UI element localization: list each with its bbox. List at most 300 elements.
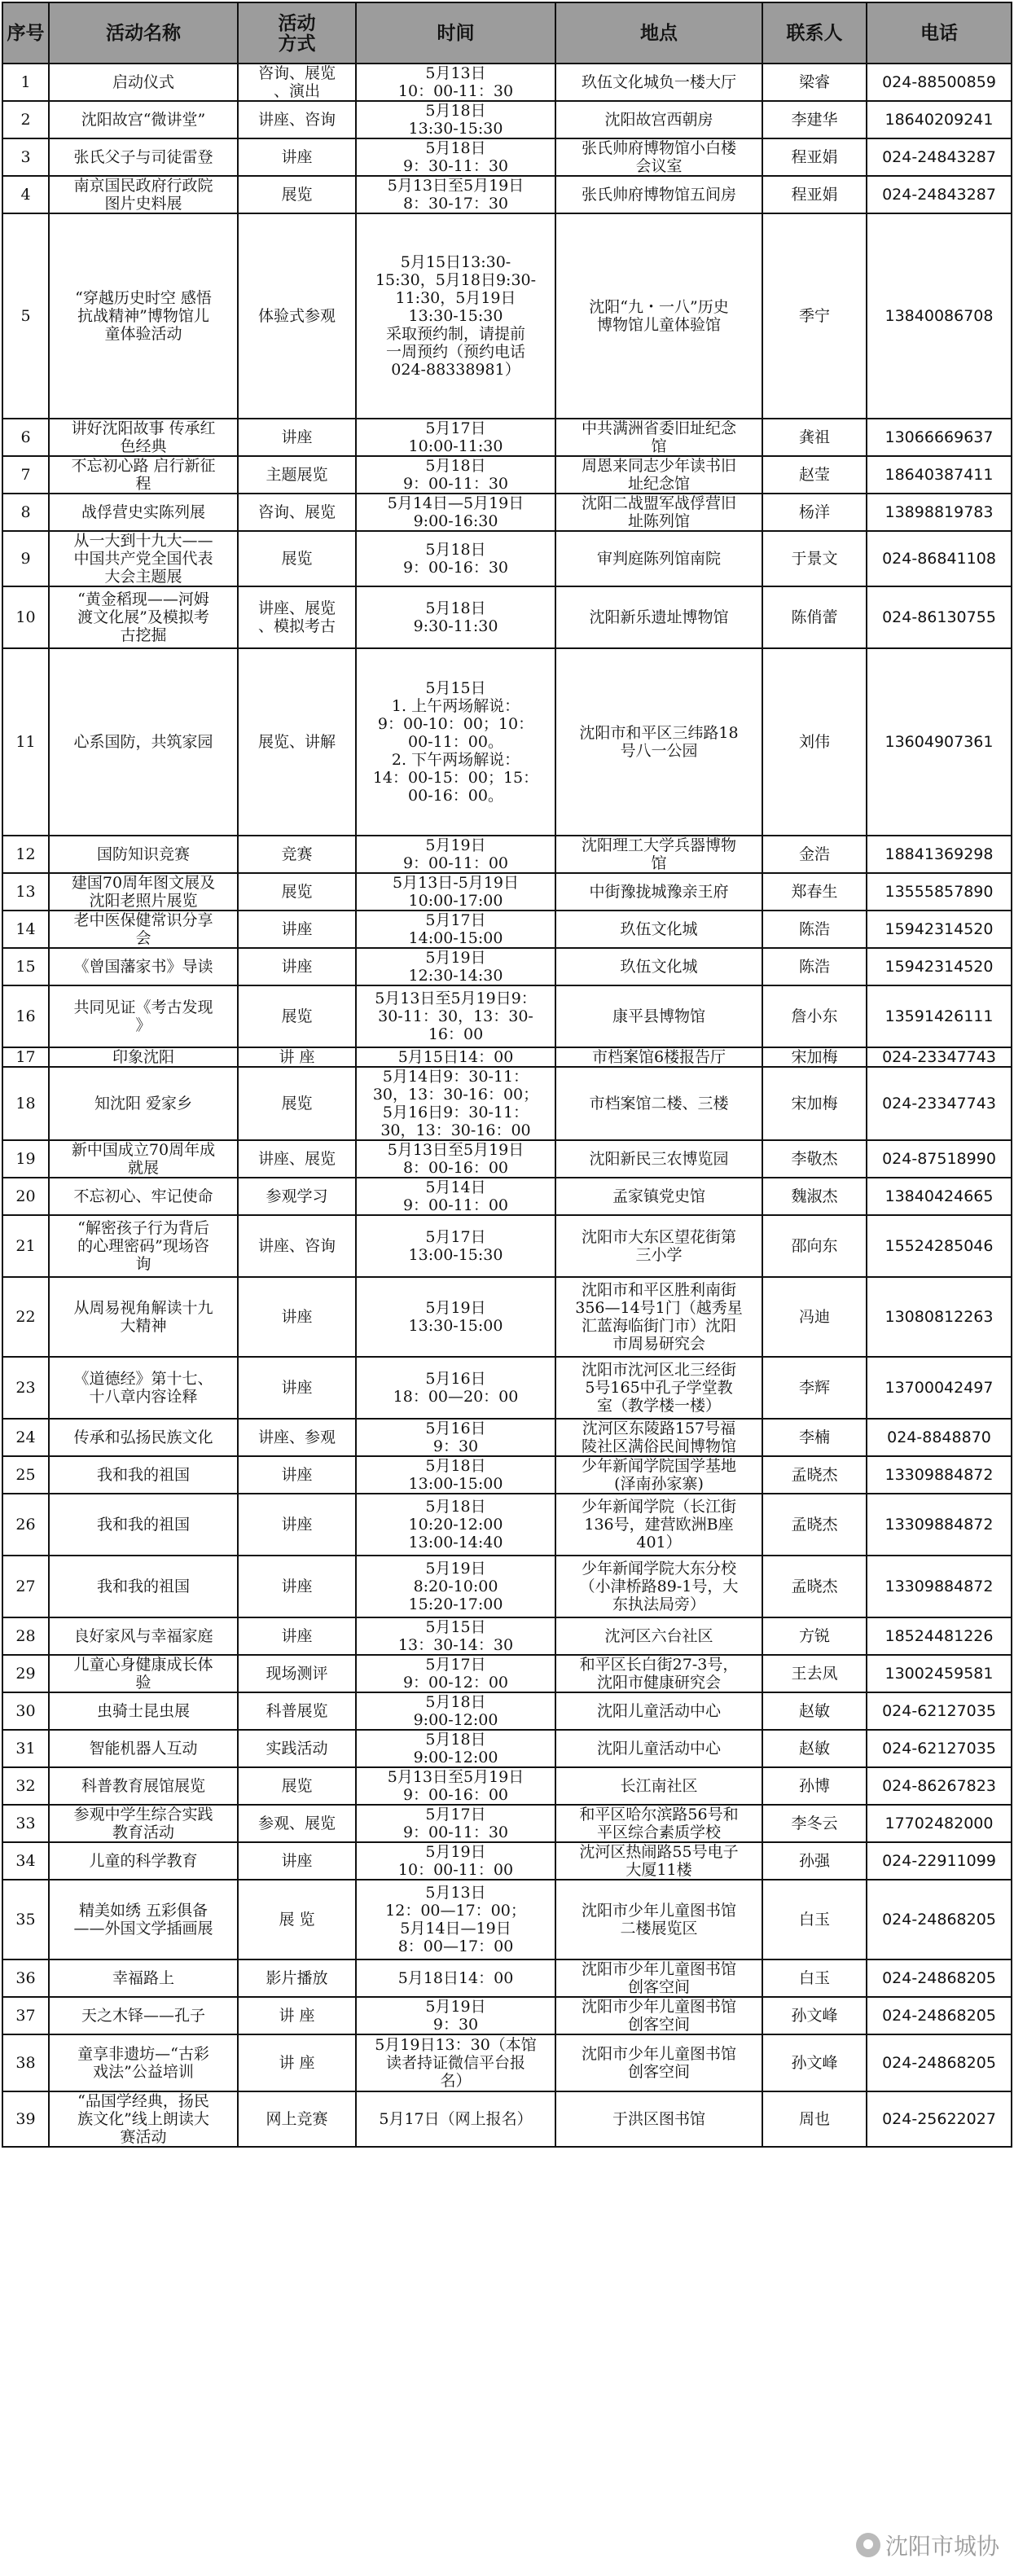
row-number: 27 [2, 1556, 49, 1617]
row-number: 9 [2, 531, 49, 586]
activity-type: 讲座 [238, 1556, 356, 1617]
activity-location: 孟家镇党史馆 [555, 1178, 762, 1215]
activity-name: 精美如绣 五彩俱备 ——外国文学插画展 [49, 1880, 238, 1959]
activity-location: 沈阳市大东区望花街第 三小学 [555, 1215, 762, 1277]
table-row [2, 911, 1012, 948]
activity-time: 5月17日 13:00-15:30 [356, 1215, 555, 1277]
contact-person: 孙文峰 [762, 1997, 867, 2034]
contact-person: 周也 [762, 2091, 867, 2147]
phone-number: 15524285046 [867, 1215, 1012, 1277]
activity-type: 展 览 [238, 1880, 356, 1959]
phone-number: 13591426111 [867, 985, 1012, 1047]
activity-type: 讲 座 [238, 1997, 356, 2034]
row-number: 14 [2, 911, 49, 948]
activity-name: 我和我的祖国 [49, 1494, 238, 1556]
activity-type: 主题展览 [238, 456, 356, 494]
activity-type: 展览 [238, 873, 356, 911]
phone-number: 13309884872 [867, 1494, 1012, 1556]
table-row [2, 648, 1012, 836]
table-row [2, 494, 1012, 531]
table-row [2, 873, 1012, 911]
table-row [2, 1692, 1012, 1730]
row-number: 34 [2, 1842, 49, 1880]
row-number: 15 [2, 948, 49, 985]
phone-number: 024-24868205 [867, 2034, 1012, 2091]
activity-name: 知沈阳 爱家乡 [49, 1067, 238, 1140]
activity-type: 讲 座 [238, 1047, 356, 1067]
header-no: 序号 [2, 2, 49, 64]
activity-time: 5月19日 13:30-15:00 [356, 1277, 555, 1357]
activity-location: 周恩来同志少年读书旧 址纪念馆 [555, 456, 762, 494]
table-row [2, 1730, 1012, 1767]
contact-person: 赵敏 [762, 1692, 867, 1730]
activity-type: 讲座 [238, 138, 356, 176]
table-row [2, 2034, 1012, 2091]
activity-location: 市档案馆6楼报告厅 [555, 1047, 762, 1067]
activity-type: 讲座、参观 [238, 1419, 356, 1456]
activity-location: 沈阳市和平区胜利南街 356—14号1门（越秀星 汇蓝海临街门市）沈阳 市周易研究会 [555, 1277, 762, 1357]
activity-time: 5月17日 9：00-11：30 [356, 1805, 555, 1842]
activity-time: 5月17日 14:00-15:00 [356, 911, 555, 948]
activity-location: 中共满洲省委旧址纪念 馆 [555, 419, 762, 456]
table-row [2, 1215, 1012, 1277]
row-number: 37 [2, 1997, 49, 2034]
activity-name: 讲好沈阳故事 传承红 色经典 [49, 419, 238, 456]
activity-time: 5月17日 10:00-11:30 [356, 419, 555, 456]
contact-person: 陈浩 [762, 911, 867, 948]
activity-name: 新中国成立70周年成 就展 [49, 1140, 238, 1178]
contact-person: 金浩 [762, 836, 867, 873]
table-row [2, 1047, 1012, 1067]
activity-location: 沈阳儿童活动中心 [555, 1730, 762, 1767]
activity-time: 5月19日 10：00-11：00 [356, 1842, 555, 1880]
contact-person: 孙文峰 [762, 2034, 867, 2091]
activity-location: 市档案馆二楼、三楼 [555, 1067, 762, 1140]
contact-person: 孙强 [762, 1842, 867, 1880]
table-row [2, 1357, 1012, 1419]
phone-number: 024-22911099 [867, 1842, 1012, 1880]
table-row [2, 101, 1012, 138]
row-number: 30 [2, 1692, 49, 1730]
activity-type: 讲座 [238, 1842, 356, 1880]
contact-person: 梁睿 [762, 64, 867, 101]
activity-time: 5月13日-5月19日 10:00-17:00 [356, 873, 555, 911]
row-number: 31 [2, 1730, 49, 1767]
phone-number: 13840086708 [867, 213, 1012, 419]
contact-person: 杨洋 [762, 494, 867, 531]
activity-time: 5月16日 18：00—20：00 [356, 1357, 555, 1419]
phone-number: 024-24843287 [867, 138, 1012, 176]
phone-number: 024-25622027 [867, 2091, 1012, 2147]
activity-name: 幸福路上 [49, 1959, 238, 1997]
activity-location: 少年新闻学院大东分校 （小津桥路89-1号，大 东执法局旁） [555, 1556, 762, 1617]
phone-number: 13700042497 [867, 1357, 1012, 1419]
contact-person: 邵向东 [762, 1215, 867, 1277]
activity-name: 启动仪式 [49, 64, 238, 101]
activity-time: 5月14日9：30-11： 30，13：30-16：00； 5月16日9：30-11： 30，13：30-16：00 [356, 1067, 555, 1140]
contact-person: 白玉 [762, 1959, 867, 1997]
activity-name: 战俘营史实陈列展 [49, 494, 238, 531]
contact-person: 龚祖 [762, 419, 867, 456]
phone-number: 13840424665 [867, 1178, 1012, 1215]
activity-time: 5月18日 9:30-11:30 [356, 586, 555, 648]
table-row [2, 531, 1012, 586]
activity-location: 沈阳新民三农博览园 [555, 1140, 762, 1178]
wechat-logo-icon [856, 2533, 880, 2557]
activity-type: 讲座、咨询 [238, 101, 356, 138]
phone-number: 13898819783 [867, 494, 1012, 531]
row-number: 36 [2, 1959, 49, 1997]
phone-number: 024-88500859 [867, 64, 1012, 101]
activity-location: 玖伍文化城 [555, 948, 762, 985]
activity-time: 5月14日 9：00-11：00 [356, 1178, 555, 1215]
contact-person: 孟晓杰 [762, 1494, 867, 1556]
activity-time: 5月19日 9：00-11：00 [356, 836, 555, 873]
table-row [2, 836, 1012, 873]
table-row [2, 2091, 1012, 2147]
contact-person: 郑春生 [762, 873, 867, 911]
activity-type: 讲座 [238, 1277, 356, 1357]
header-row [2, 2, 1012, 64]
activity-time: 5月15日 1. 上午两场解说： 9：00-10：00；10： 00-11：00。 2. 下午两场解说： 14：00-15：00；15： 00-16：00。 [356, 648, 555, 836]
activity-location: 沈阳市少年儿童图书馆 创客空间 [555, 2034, 762, 2091]
row-number: 19 [2, 1140, 49, 1178]
row-number: 17 [2, 1047, 49, 1067]
activity-name: 《曾国藩家书》导读 [49, 948, 238, 985]
table-row [2, 176, 1012, 213]
activity-time: 5月13日 10：00-11：30 [356, 64, 555, 101]
contact-person: 程亚娟 [762, 138, 867, 176]
activity-time: 5月18日 9：00-16：30 [356, 531, 555, 586]
activity-name: 儿童心身健康成长体 验 [49, 1655, 238, 1692]
activity-name: 张氏父子与司徒雷登 [49, 138, 238, 176]
row-number: 2 [2, 101, 49, 138]
header-phone: 电话 [867, 2, 1012, 64]
row-number: 39 [2, 2091, 49, 2147]
row-number: 11 [2, 648, 49, 836]
activity-time: 5月13日 12：00—17：00； 5月14日—19日 8：00—17：00 [356, 1880, 555, 1959]
activity-type: 咨询、展览 [238, 494, 356, 531]
contact-person: 刘伟 [762, 648, 867, 836]
activity-type: 展览 [238, 1767, 356, 1805]
contact-person: 冯迪 [762, 1277, 867, 1357]
activity-type: 展览 [238, 1067, 356, 1140]
table-row [2, 1617, 1012, 1655]
phone-number: 13002459581 [867, 1655, 1012, 1692]
row-number: 3 [2, 138, 49, 176]
contact-person: 孟晓杰 [762, 1556, 867, 1617]
phone-number: 024-8848870 [867, 1419, 1012, 1456]
phone-number: 13309884872 [867, 1556, 1012, 1617]
activity-type: 讲座、展览 、模拟考古 [238, 586, 356, 648]
activity-type: 展览 [238, 176, 356, 213]
table-row [2, 1140, 1012, 1178]
row-number: 18 [2, 1067, 49, 1140]
activity-time: 5月13日至5月19日 8：00-16：00 [356, 1140, 555, 1178]
row-number: 28 [2, 1617, 49, 1655]
activity-type: 讲座 [238, 911, 356, 948]
phone-number: 18640209241 [867, 101, 1012, 138]
phone-number: 024-24868205 [867, 1959, 1012, 1997]
table-row [2, 213, 1012, 419]
activity-location: 审判庭陈列馆南院 [555, 531, 762, 586]
activity-type: 讲座 [238, 1357, 356, 1419]
phone-number: 17702482000 [867, 1805, 1012, 1842]
activity-name: 心系国防，共筑家园 [49, 648, 238, 836]
watermark-text: 沈阳市城协 [885, 2533, 999, 2560]
activity-type: 体验式参观 [238, 213, 356, 419]
activity-name: 不忘初心路 启行新征 程 [49, 456, 238, 494]
activity-name: 儿童的科学教育 [49, 1842, 238, 1880]
activity-type: 网上竞赛 [238, 2091, 356, 2147]
row-number: 1 [2, 64, 49, 101]
activity-type: 展览、讲解 [238, 648, 356, 836]
activity-name: 参观中学生综合实践 教育活动 [49, 1805, 238, 1842]
activity-type: 影片播放 [238, 1959, 356, 1997]
activity-time: 5月13日至5月19日 8：30-17：30 [356, 176, 555, 213]
activity-type: 讲座、咨询 [238, 1215, 356, 1277]
activity-time: 5月18日 9:00-12:00 [356, 1692, 555, 1730]
row-number: 29 [2, 1655, 49, 1692]
table-row [2, 138, 1012, 176]
activity-name: 不忘初心、牢记使命 [49, 1178, 238, 1215]
activity-type: 讲座 [238, 1617, 356, 1655]
contact-person: 詹小东 [762, 985, 867, 1047]
activity-type: 展览 [238, 985, 356, 1047]
activity-time: 5月18日 13:30-15:30 [356, 101, 555, 138]
contact-person: 于景文 [762, 531, 867, 586]
activity-name: 从一大到十九大—— 中国共产党全国代表 大会主题展 [49, 531, 238, 586]
activity-name: 老中医保健常识分享 会 [49, 911, 238, 948]
table-row [2, 1959, 1012, 1997]
contact-person: 程亚娟 [762, 176, 867, 213]
activity-name: 传承和弘扬民族文化 [49, 1419, 238, 1456]
table-row [2, 1067, 1012, 1140]
activity-name: 印象沈阳 [49, 1047, 238, 1067]
row-number: 35 [2, 1880, 49, 1959]
phone-number: 024-86267823 [867, 1767, 1012, 1805]
activity-name: 我和我的祖国 [49, 1456, 238, 1494]
activity-name: 天之木铎——孔子 [49, 1997, 238, 2034]
table-row [2, 1178, 1012, 1215]
activity-location: 和平区长白街27-3号， 沈阳市健康研究会 [555, 1655, 762, 1692]
activity-name: 科普教育展馆展览 [49, 1767, 238, 1805]
phone-number: 18841369298 [867, 836, 1012, 873]
phone-number: 024-62127035 [867, 1730, 1012, 1767]
activity-name: 我和我的祖国 [49, 1556, 238, 1617]
contact-person: 陈俏蕾 [762, 586, 867, 648]
activity-location: 沈河区六台社区 [555, 1617, 762, 1655]
row-number: 5 [2, 213, 49, 419]
activity-time: 5月19日13：30（本馆 读者持证微信平台报 名） [356, 2034, 555, 2091]
row-number: 24 [2, 1419, 49, 1456]
header-location: 地点 [555, 2, 762, 64]
activity-time: 5月15日14：00 [356, 1047, 555, 1067]
activity-time: 5月13日至5月19日9： 30-11：30，13：30- 16：00 [356, 985, 555, 1047]
phone-number: 13080812263 [867, 1277, 1012, 1357]
table-row [2, 1767, 1012, 1805]
activity-time: 5月16日 9：30 [356, 1419, 555, 1456]
phone-number: 024-24868205 [867, 1880, 1012, 1959]
row-number: 21 [2, 1215, 49, 1277]
activity-name: 智能机器人互动 [49, 1730, 238, 1767]
table-row [2, 948, 1012, 985]
contact-person: 孟晓杰 [762, 1456, 867, 1494]
row-number: 20 [2, 1178, 49, 1215]
activity-time: 5月15日13:30- 15:30，5月18日9:30- 11:30，5月19日 13:30-15:30 采取预约制，请提前 一周预约（预约电话 024-88338981） [356, 213, 555, 419]
activity-type: 讲 座 [238, 2034, 356, 2091]
contact-person: 魏淑杰 [762, 1178, 867, 1215]
contact-person: 李建华 [762, 101, 867, 138]
table-row [2, 1494, 1012, 1556]
activity-type: 参观、展览 [238, 1805, 356, 1842]
table-row [2, 1655, 1012, 1692]
activity-location: 中街豫拢城豫亲王府 [555, 873, 762, 911]
activity-location: 沈河区热闹路55号电子 大厦11楼 [555, 1842, 762, 1880]
activity-location: 沈阳“九・一八”历史 博物馆儿童体验馆 [555, 213, 762, 419]
activity-name: 共同见证《考古发现 》 [49, 985, 238, 1047]
activity-type: 现场测评 [238, 1655, 356, 1692]
phone-number: 024-62127035 [867, 1692, 1012, 1730]
phone-number: 13604907361 [867, 648, 1012, 836]
activity-time: 5月17日（网上报名） [356, 2091, 555, 2147]
phone-number: 15942314520 [867, 948, 1012, 985]
contact-person: 李楠 [762, 1419, 867, 1456]
watermark [856, 2529, 999, 2561]
row-number: 38 [2, 2034, 49, 2091]
row-number: 8 [2, 494, 49, 531]
table-row [2, 456, 1012, 494]
contact-person: 季宁 [762, 213, 867, 419]
activity-type: 实践活动 [238, 1730, 356, 1767]
activity-type: 咨询、展览 、演出 [238, 64, 356, 101]
phone-number: 024-87518990 [867, 1140, 1012, 1178]
activity-location: 沈阳市少年儿童图书馆 二楼展览区 [555, 1880, 762, 1959]
activity-type: 讲座 [238, 1456, 356, 1494]
header-activity-type: 活动 方式 [238, 2, 356, 64]
activity-name: 虫骑士昆虫展 [49, 1692, 238, 1730]
activity-location: 和平区哈尔滨路56号和 平区综合素质学校 [555, 1805, 762, 1842]
activity-time: 5月13日至5月19日 9：00-16：00 [356, 1767, 555, 1805]
activity-type: 讲座 [238, 1494, 356, 1556]
activity-name: 国防知识竞赛 [49, 836, 238, 873]
activity-location: 长江南社区 [555, 1767, 762, 1805]
activity-name: “解密孩子行为背后 的心理密码”现场咨 询 [49, 1215, 238, 1277]
row-number: 32 [2, 1767, 49, 1805]
row-number: 4 [2, 176, 49, 213]
phone-number: 024-86130755 [867, 586, 1012, 648]
activity-name: 《道德经》第十七、 十八章内容诠释 [49, 1357, 238, 1419]
phone-number: 024-23347743 [867, 1067, 1012, 1140]
activity-type: 竞赛 [238, 836, 356, 873]
table-row [2, 64, 1012, 101]
table-row [2, 1842, 1012, 1880]
phone-number: 13555857890 [867, 873, 1012, 911]
activity-location: 沈阳儿童活动中心 [555, 1692, 762, 1730]
table-row [2, 1419, 1012, 1456]
activity-type: 展览 [238, 531, 356, 586]
activity-location: 沈阳理工大学兵器博物 馆 [555, 836, 762, 873]
activity-name: 南京国民政府行政院 图片史料展 [49, 176, 238, 213]
row-number: 25 [2, 1456, 49, 1494]
activity-location: 张氏帅府博物馆五间房 [555, 176, 762, 213]
row-number: 12 [2, 836, 49, 873]
activity-type: 讲座 [238, 419, 356, 456]
activity-location: 沈阳市少年儿童图书馆 创客空间 [555, 1959, 762, 1997]
header-contact: 联系人 [762, 2, 867, 64]
contact-person: 孙博 [762, 1767, 867, 1805]
activity-location: 沈阳新乐遗址博物馆 [555, 586, 762, 648]
activity-type: 参观学习 [238, 1178, 356, 1215]
activity-time: 5月18日14：00 [356, 1959, 555, 1997]
activity-type: 讲座 [238, 948, 356, 985]
activity-location: 玖伍文化城负一楼大厅 [555, 64, 762, 101]
activity-location: 沈阳市少年儿童图书馆 创客空间 [555, 1997, 762, 2034]
row-number: 7 [2, 456, 49, 494]
phone-number: 13066669637 [867, 419, 1012, 456]
row-number: 13 [2, 873, 49, 911]
activity-time: 5月19日 9：30 [356, 1997, 555, 2034]
activity-time: 5月17日 9：00-12：00 [356, 1655, 555, 1692]
activity-time: 5月18日 9：30-11：30 [356, 138, 555, 176]
activity-location: 康平县博物馆 [555, 985, 762, 1047]
activity-location: 于洪区图书馆 [555, 2091, 762, 2147]
activity-name: “穿越历史时空 感悟 抗战精神”博物馆儿 童体验活动 [49, 213, 238, 419]
activity-name: 建国70周年图文展及 沈阳老照片展览 [49, 873, 238, 911]
table-row [2, 985, 1012, 1047]
activity-time: 5月19日 8:20-10:00 15:20-17:00 [356, 1556, 555, 1617]
phone-number: 15942314520 [867, 911, 1012, 948]
activity-name: “黄金稻现——河姆 渡文化展”及模拟考 古挖掘 [49, 586, 238, 648]
phone-number: 18524481226 [867, 1617, 1012, 1655]
contact-person: 赵敏 [762, 1730, 867, 1767]
activity-time: 5月15日 13：30-14：30 [356, 1617, 555, 1655]
table-row [2, 419, 1012, 456]
table-row [2, 586, 1012, 648]
phone-number: 024-24868205 [867, 1997, 1012, 2034]
activity-time: 5月18日 9：00-11：30 [356, 456, 555, 494]
row-number: 22 [2, 1277, 49, 1357]
contact-person: 赵莹 [762, 456, 867, 494]
contact-person: 李冬云 [762, 1805, 867, 1842]
contact-person: 陈浩 [762, 948, 867, 985]
contact-person: 宋加梅 [762, 1047, 867, 1067]
activity-location: 少年新闻学院国学基地 (泽南孙家寨) [555, 1456, 762, 1494]
phone-number: 18640387411 [867, 456, 1012, 494]
phone-number: 13309884872 [867, 1456, 1012, 1494]
table-row [2, 1880, 1012, 1959]
activity-name: 从周易视角解读十九 大精神 [49, 1277, 238, 1357]
row-number: 23 [2, 1357, 49, 1419]
row-number: 10 [2, 586, 49, 648]
activity-time: 5月18日 9:00-12:00 [356, 1730, 555, 1767]
activity-location: 沈河区东陵路157号福 陵社区满俗民间博物馆 [555, 1419, 762, 1456]
table-row [2, 1456, 1012, 1494]
activity-location: 少年新闻学院（长江街 136号，建营欧洲B座 401） [555, 1494, 762, 1556]
row-number: 26 [2, 1494, 49, 1556]
phone-number: 024-23347743 [867, 1047, 1012, 1067]
activity-type: 科普展览 [238, 1692, 356, 1730]
contact-person: 李敬杰 [762, 1140, 867, 1178]
table-row [2, 1556, 1012, 1617]
activity-time: 5月18日 10:20-12:00 13:00-14:40 [356, 1494, 555, 1556]
header-time: 时间 [356, 2, 555, 64]
activity-location: 张氏帅府博物馆小白楼 会议室 [555, 138, 762, 176]
contact-person: 李辉 [762, 1357, 867, 1419]
activity-name: 童享非遗坊—“古彩 戏法”公益培训 [49, 2034, 238, 2091]
row-number: 6 [2, 419, 49, 456]
phone-number: 024-86841108 [867, 531, 1012, 586]
